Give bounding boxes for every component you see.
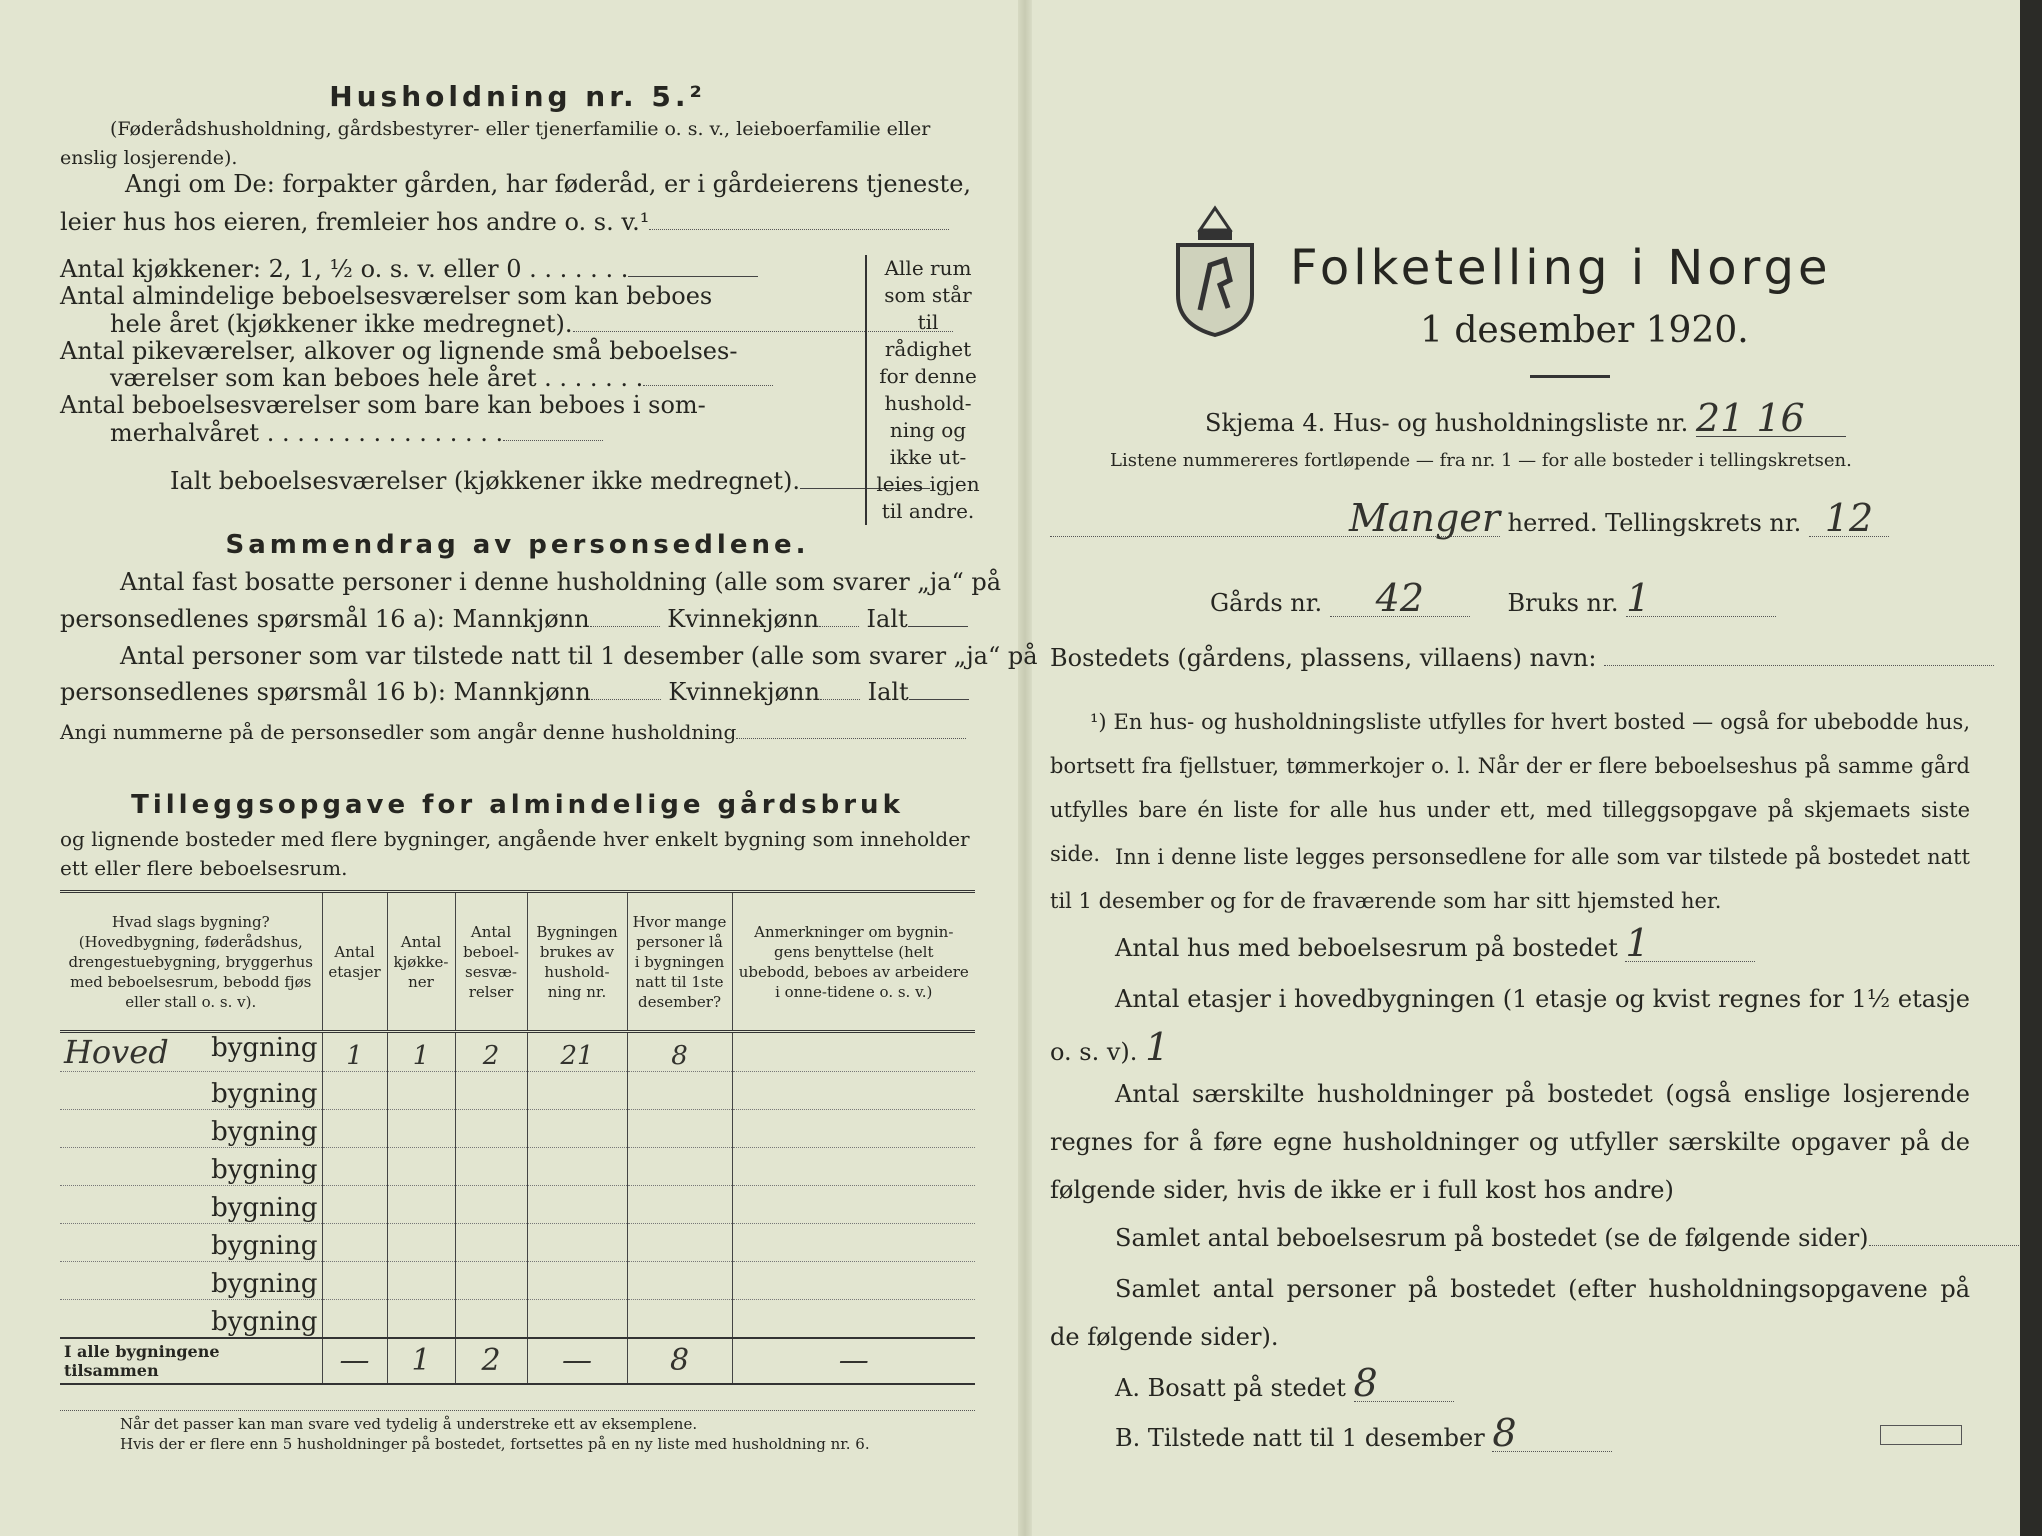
hush-cell[interactable] <box>527 1072 627 1110</box>
q-kitchens: Antal kjøkkener: 2, 1, ½ o. s. v. eller 0 . . . . . . . <box>60 255 758 283</box>
gards-nr: 42 <box>1330 580 1470 617</box>
personer-cell[interactable] <box>627 1072 732 1110</box>
kjokken-cell[interactable] <box>387 1224 455 1262</box>
personer-cell[interactable] <box>627 1110 732 1148</box>
household-title: Husholdning nr. 5.² <box>329 80 706 113</box>
building-type-cell[interactable] <box>60 1110 322 1148</box>
summary-p1b: personsedlenes spørsmål 16 a): Mannkjønn Kvinnekjønn Ialt <box>60 605 968 633</box>
col-header-anm: Anmerkninger om bygnin-gens benyttelse (helt ubebodd, beboes av arbeidere i onne-tidene o. s. v.) <box>732 892 975 1032</box>
q-rooms-1b: hele året (kjøkkener ikke medregnet). <box>110 310 953 338</box>
kjokken-cell[interactable]: 1 <box>387 1032 455 1072</box>
table-row <box>60 1262 975 1300</box>
kjokken-cell[interactable] <box>387 1072 455 1110</box>
building-type-cell[interactable] <box>60 1032 322 1072</box>
building-word: bygning <box>211 1155 318 1185</box>
col-header-etasjer: Antal etasjer <box>322 892 387 1032</box>
brace-note: Alle rum som står til rådighet for denne hushold-ning og ikke ut-leies igjen til andre. <box>865 255 983 525</box>
q-rooms-2b: værelser som kan beboes hele året . . . . . . . <box>110 364 773 392</box>
intro-line-1: Angi om De: forpakter gården, har føderåd, er i gårdeierens tjeneste, <box>125 170 972 198</box>
household-subtitle: (Føderådshusholdning, gårdsbestyrer- eller tjenerfamilie o. s. v., leieboerfamilie eller enslig losjerende). <box>60 118 931 169</box>
kjokken-cell[interactable] <box>387 1110 455 1148</box>
total-vaerelser: 2 <box>455 1338 527 1384</box>
a-etasjer: 1 <box>1145 1025 1170 1069</box>
building-word: bygning <box>211 1231 318 1261</box>
etasjer-cell[interactable] <box>322 1262 387 1300</box>
listene-note: Listene nummereres fortløpende — fra nr. 1 — for alle bosteder i tellingskretsen. <box>1110 450 1852 471</box>
a-bosatt-line: A. Bosatt på stedet 8 <box>1115 1365 1454 1406</box>
vaerelser-cell[interactable] <box>455 1224 527 1262</box>
footnote-1: Når det passer kan man svare ved tydelig å understreke ett av eksemplene. <box>120 1415 698 1433</box>
intro-line-2: leier hus hos eieren, fremleier hos andre o. s. v.¹ <box>60 208 949 236</box>
anm-cell[interactable] <box>732 1072 975 1110</box>
kjokken-cell[interactable] <box>387 1300 455 1338</box>
personer-cell[interactable] <box>627 1186 732 1224</box>
total-kjokken: 1 <box>387 1338 455 1384</box>
q-total-rooms: Ialt beboelsesværelser (kjøkkener ikke medregnet). <box>170 467 930 495</box>
building-type-cell[interactable] <box>60 1300 322 1338</box>
building-type-cell[interactable] <box>60 1186 322 1224</box>
anm-cell[interactable] <box>732 1186 975 1224</box>
tillegg-text: og lignende bosteder med flere bygninger, angående hver enkelt bygning som inneholder ett eller flere beboelsesrum. <box>60 827 970 880</box>
col-header-type: Hvad slags bygning? (Hovedbygning, føderådshus, drengestuebygning, bryggerhus med beboelsesrum, bebodd fjøs eller stall o. s. v). <box>60 892 322 1032</box>
gards-line: Gårds nr. 42 Bruks nr. 1 <box>1210 580 1776 621</box>
table-row <box>60 1148 975 1186</box>
total-etasjer: — <box>322 1338 387 1384</box>
table-row <box>60 1224 975 1262</box>
kjokken-cell[interactable] <box>387 1262 455 1300</box>
building-word: bygning <box>211 1306 318 1337</box>
vaerelser-cell[interactable]: 2 <box>455 1032 527 1072</box>
angi-nummerne: Angi nummerne på de personsedler som angår denne husholdning <box>60 720 966 744</box>
hush-cell[interactable] <box>527 1148 627 1186</box>
instruction-para-1: ¹) En hus- og husholdningsliste utfylles for hvert bosted — også for ubebodde hus, bortsett fra fjellstuer, tømmerkojer o. l. Når der er flere beboelseshus på samme gård utfylles bare én liste for alle hus under ett, med tilleggsopgave på skjemaets siste side. <box>1050 710 1970 866</box>
hush-cell[interactable] <box>527 1110 627 1148</box>
col-header-hush: Bygningen brukes av hushold-ning nr. <box>527 892 627 1032</box>
bruks-nr: 1 <box>1626 580 1776 617</box>
personer-cell[interactable] <box>627 1148 732 1186</box>
vaerelser-cell[interactable] <box>455 1300 527 1338</box>
summary-p1a: Antal fast bosatte personer i denne husholdning (alle som svarer „ja“ på <box>120 568 1002 596</box>
col-header-kjokken: Antal kjøkke-ner <box>387 892 455 1032</box>
b-tilstede-value: 8 <box>1492 1415 1612 1452</box>
kjokken-cell[interactable] <box>387 1148 455 1186</box>
hush-cell[interactable]: 21 <box>527 1032 627 1072</box>
b-tilstede-line: B. Tilstede natt til 1 desember 8 <box>1115 1415 1612 1456</box>
hush-cell[interactable] <box>527 1300 627 1338</box>
left-page <box>60 70 1038 1490</box>
title-rule <box>1530 375 1610 378</box>
building-type-cell[interactable] <box>60 1262 322 1300</box>
anm-cell[interactable] <box>732 1224 975 1262</box>
summary-title: Sammendrag av personsedlene. <box>225 530 810 560</box>
norway-coat-of-arms-icon <box>1170 200 1260 340</box>
liste-nr: 21 16 <box>1696 400 1846 437</box>
q-husholdninger: Antal særskilte husholdninger på bostedet (også enslige losjerende regnes for å føre egne husholdninger og utfyller særskilte opgaver på de følgende sider, hvis de ikke er i full kost hos andre) <box>1050 1080 1970 1204</box>
table-row <box>60 1300 975 1338</box>
printer-stamp <box>1880 1425 1962 1445</box>
hush-cell[interactable] <box>527 1224 627 1262</box>
building-table <box>60 890 975 1385</box>
building-type-cell[interactable] <box>60 1072 322 1110</box>
etasjer-cell[interactable] <box>322 1224 387 1262</box>
anm-cell[interactable] <box>732 1110 975 1148</box>
vaerelser-cell[interactable] <box>455 1148 527 1186</box>
bosted-line: Bostedets (gårdens, plassens, villaens) navn: <box>1050 640 1994 676</box>
total-hush: — <box>527 1338 627 1384</box>
col-header-vaerelser: Antal beboel-sesvæ-relser <box>455 892 527 1032</box>
table-row <box>60 1072 975 1110</box>
anm-cell[interactable] <box>732 1148 975 1186</box>
building-type-cell[interactable] <box>60 1224 322 1262</box>
total-personer: 8 <box>627 1338 732 1384</box>
building-word: bygning <box>211 1193 318 1223</box>
etasjer-cell[interactable] <box>322 1072 387 1110</box>
table-row <box>60 1110 975 1148</box>
a-hus: 1 <box>1625 925 1755 962</box>
krets-nr: 12 <box>1809 500 1889 537</box>
anm-cell[interactable] <box>732 1262 975 1300</box>
herred-line: Manger herred. Tellingskrets nr. 12 <box>1050 500 1889 541</box>
total-anm: — <box>732 1338 975 1384</box>
q-etasjer: Antal etasjer i hovedbygningen (1 etasje og kvist regnes for 1½ etasje o. s. v). 1 <box>1050 985 1970 1069</box>
etasjer-cell[interactable] <box>322 1148 387 1186</box>
form-date: 1 desember 1920. <box>1420 310 1749 351</box>
q-rooms-2a: Antal pikeværelser, alkover og lignende små beboelses- <box>60 337 738 365</box>
page-fold <box>1018 0 1032 1536</box>
q-rum: Samlet antal beboelsesrum på bostedet (se de følgende sider) <box>1115 1220 2019 1256</box>
personer-cell[interactable] <box>627 1300 732 1338</box>
etasjer-cell[interactable] <box>322 1186 387 1224</box>
building-type-value: Hoved <box>64 1033 169 1071</box>
footnote-2: Hvis der er flere enn 5 husholdninger på bostedet, fortsettes på en ny liste med husholdning nr. 6. <box>120 1435 870 1453</box>
herred-value: Manger <box>1050 500 1500 537</box>
form-title: Folketelling i Norge <box>1290 240 1832 296</box>
vaerelser-cell[interactable] <box>455 1110 527 1148</box>
q-rooms-1a: Antal almindelige beboelsesværelser som kan beboes <box>60 282 713 310</box>
vaerelser-cell[interactable] <box>455 1262 527 1300</box>
table-row <box>60 1032 975 1072</box>
q-rooms-3b: merhalvåret . . . . . . . . . . . . . . . . <box>110 419 603 447</box>
personer-cell[interactable] <box>627 1224 732 1262</box>
table-total-row <box>60 1338 975 1384</box>
vaerelser-cell[interactable] <box>455 1072 527 1110</box>
a-bosatt-value: 8 <box>1354 1365 1454 1402</box>
kjokken-cell[interactable] <box>387 1186 455 1224</box>
q-hus-line: Antal hus med beboelsesrum på bostedet 1 <box>1115 925 1755 966</box>
building-word: bygning <box>211 1033 318 1063</box>
scan-edge <box>2020 0 2042 1536</box>
etasjer-cell[interactable]: 1 <box>322 1032 387 1072</box>
q-rooms-3a: Antal beboelsesværelser som bare kan beboes i som- <box>60 391 706 419</box>
q-personer: Samlet antal personer på bostedet (efter husholdningsopgavene på de følgende sider). <box>1050 1275 1970 1351</box>
col-header-personer: Hvor mange personer lå i bygningen natt til 1ste desember? <box>627 892 732 1032</box>
building-word: bygning <box>211 1079 318 1109</box>
summary-p2a: Antal personer som var tilstede natt til 1 desember (alle som svarer „ja“ på <box>120 642 1038 670</box>
instruction-para-2: Inn i denne liste legges personsedlene for alle som var tilstede på bostedet natt til 1 desember og for de fraværende som har sitt hjemsted her. <box>1050 845 1970 913</box>
personer-cell[interactable] <box>627 1262 732 1300</box>
building-word: bygning <box>211 1117 318 1147</box>
anm-cell[interactable] <box>732 1300 975 1338</box>
personer-cell[interactable]: 8 <box>627 1032 732 1072</box>
vaerelser-cell[interactable] <box>455 1186 527 1224</box>
etasjer-cell[interactable] <box>322 1300 387 1338</box>
table-row <box>60 1186 975 1224</box>
total-label: I alle bygningene tilsammen <box>60 1338 322 1384</box>
summary-p2b: personsedlenes spørsmål 16 b): Mannkjønn Kvinnekjønn Ialt <box>60 678 969 706</box>
right-page <box>1050 70 1980 1490</box>
foot-divider <box>60 1410 975 1411</box>
hush-cell[interactable] <box>527 1262 627 1300</box>
etasjer-cell[interactable] <box>322 1110 387 1148</box>
building-word: bygning <box>211 1269 318 1299</box>
skjema-line: Skjema 4. Hus- og husholdningsliste nr. 21 16 <box>1205 400 1846 441</box>
tillegg-title: Tilleggsopgave for almindelige gårdsbruk <box>131 790 904 820</box>
anm-cell[interactable] <box>732 1032 975 1072</box>
hush-cell[interactable] <box>527 1186 627 1224</box>
building-type-cell[interactable] <box>60 1148 322 1186</box>
